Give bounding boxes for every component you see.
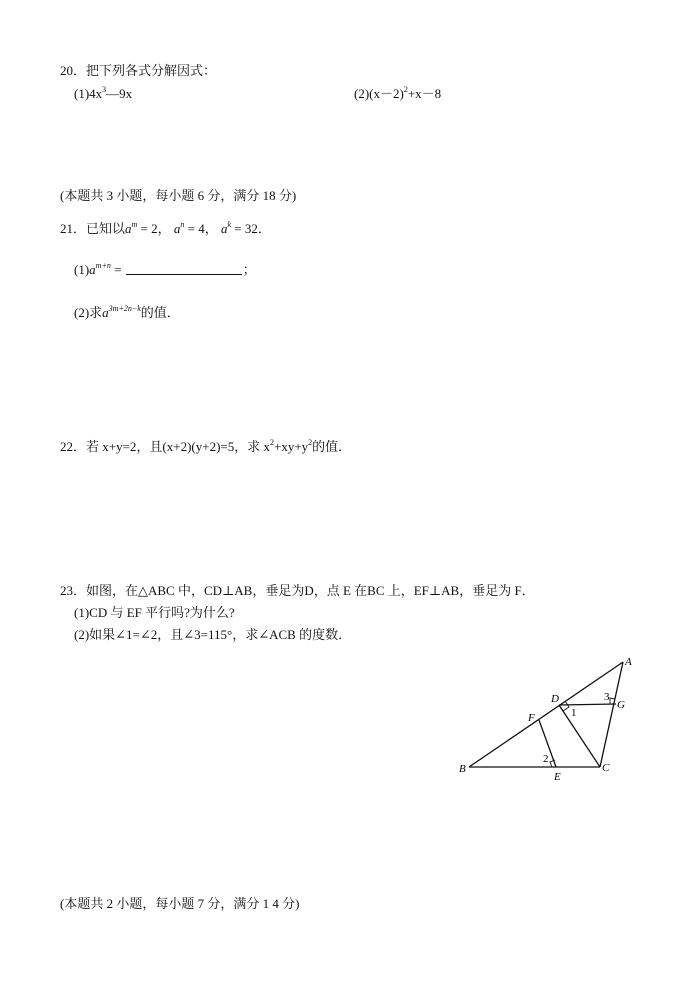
q23-line2: (1)CD 与 EF 平行吗?为什么? bbox=[74, 605, 235, 620]
q20-part1: $(1)4x^3—9x$ bbox=[74, 85, 133, 101]
section-header-2: (本题共 2 小题，每小题 7 分，满分 1 4 分) bbox=[60, 896, 300, 911]
q20-title: 20．把下列各式分解因式： bbox=[60, 63, 217, 78]
label-e: E bbox=[554, 771, 561, 783]
q20-part2: $(2)(x-2)^2+x-8$ bbox=[354, 85, 442, 101]
answer-blank[interactable] bbox=[126, 264, 242, 275]
segment-cd bbox=[559, 705, 600, 767]
label-b: B bbox=[459, 763, 466, 775]
triangle-figure bbox=[440, 650, 650, 785]
segment-ba bbox=[469, 662, 623, 767]
angle-label-3: 3 bbox=[604, 691, 610, 703]
q23-line1: 23．如图，在△ABC 中，CD⊥AB，垂足为D，点 E 在BC 上，EF⊥AB，垂足为 F． bbox=[60, 583, 535, 598]
q21-conditions: 21．已知以$a^m = 2$， $a^n = 4$， $a^k = 32$． bbox=[60, 220, 271, 236]
label-c: C bbox=[602, 762, 610, 774]
segment-ca bbox=[600, 662, 623, 767]
label-g: G bbox=[617, 699, 625, 711]
label-f: F bbox=[528, 712, 535, 724]
q22-text: 22．若 x+y=2，且(x+2)(y+2)=5，求 $x^2+xy+y^2$的值． bbox=[60, 438, 352, 454]
section-header-1: (本题共 3 小题，每小题 6 分，满分 18 分) bbox=[60, 188, 297, 203]
q21-part2: (2)求$a^{3m+2n-k}$的值． bbox=[74, 304, 180, 320]
angle-label-1: 1 bbox=[571, 707, 577, 719]
angle-label-2: 2 bbox=[543, 753, 549, 765]
q23-line3: (2)如果∠1=∠2，且∠3=115°，求∠ACB 的度数． bbox=[74, 627, 352, 642]
label-d: D bbox=[551, 693, 559, 705]
label-a: A bbox=[625, 656, 632, 668]
q21-part1: $(1)a^{m+n}$ = ； bbox=[74, 261, 256, 277]
